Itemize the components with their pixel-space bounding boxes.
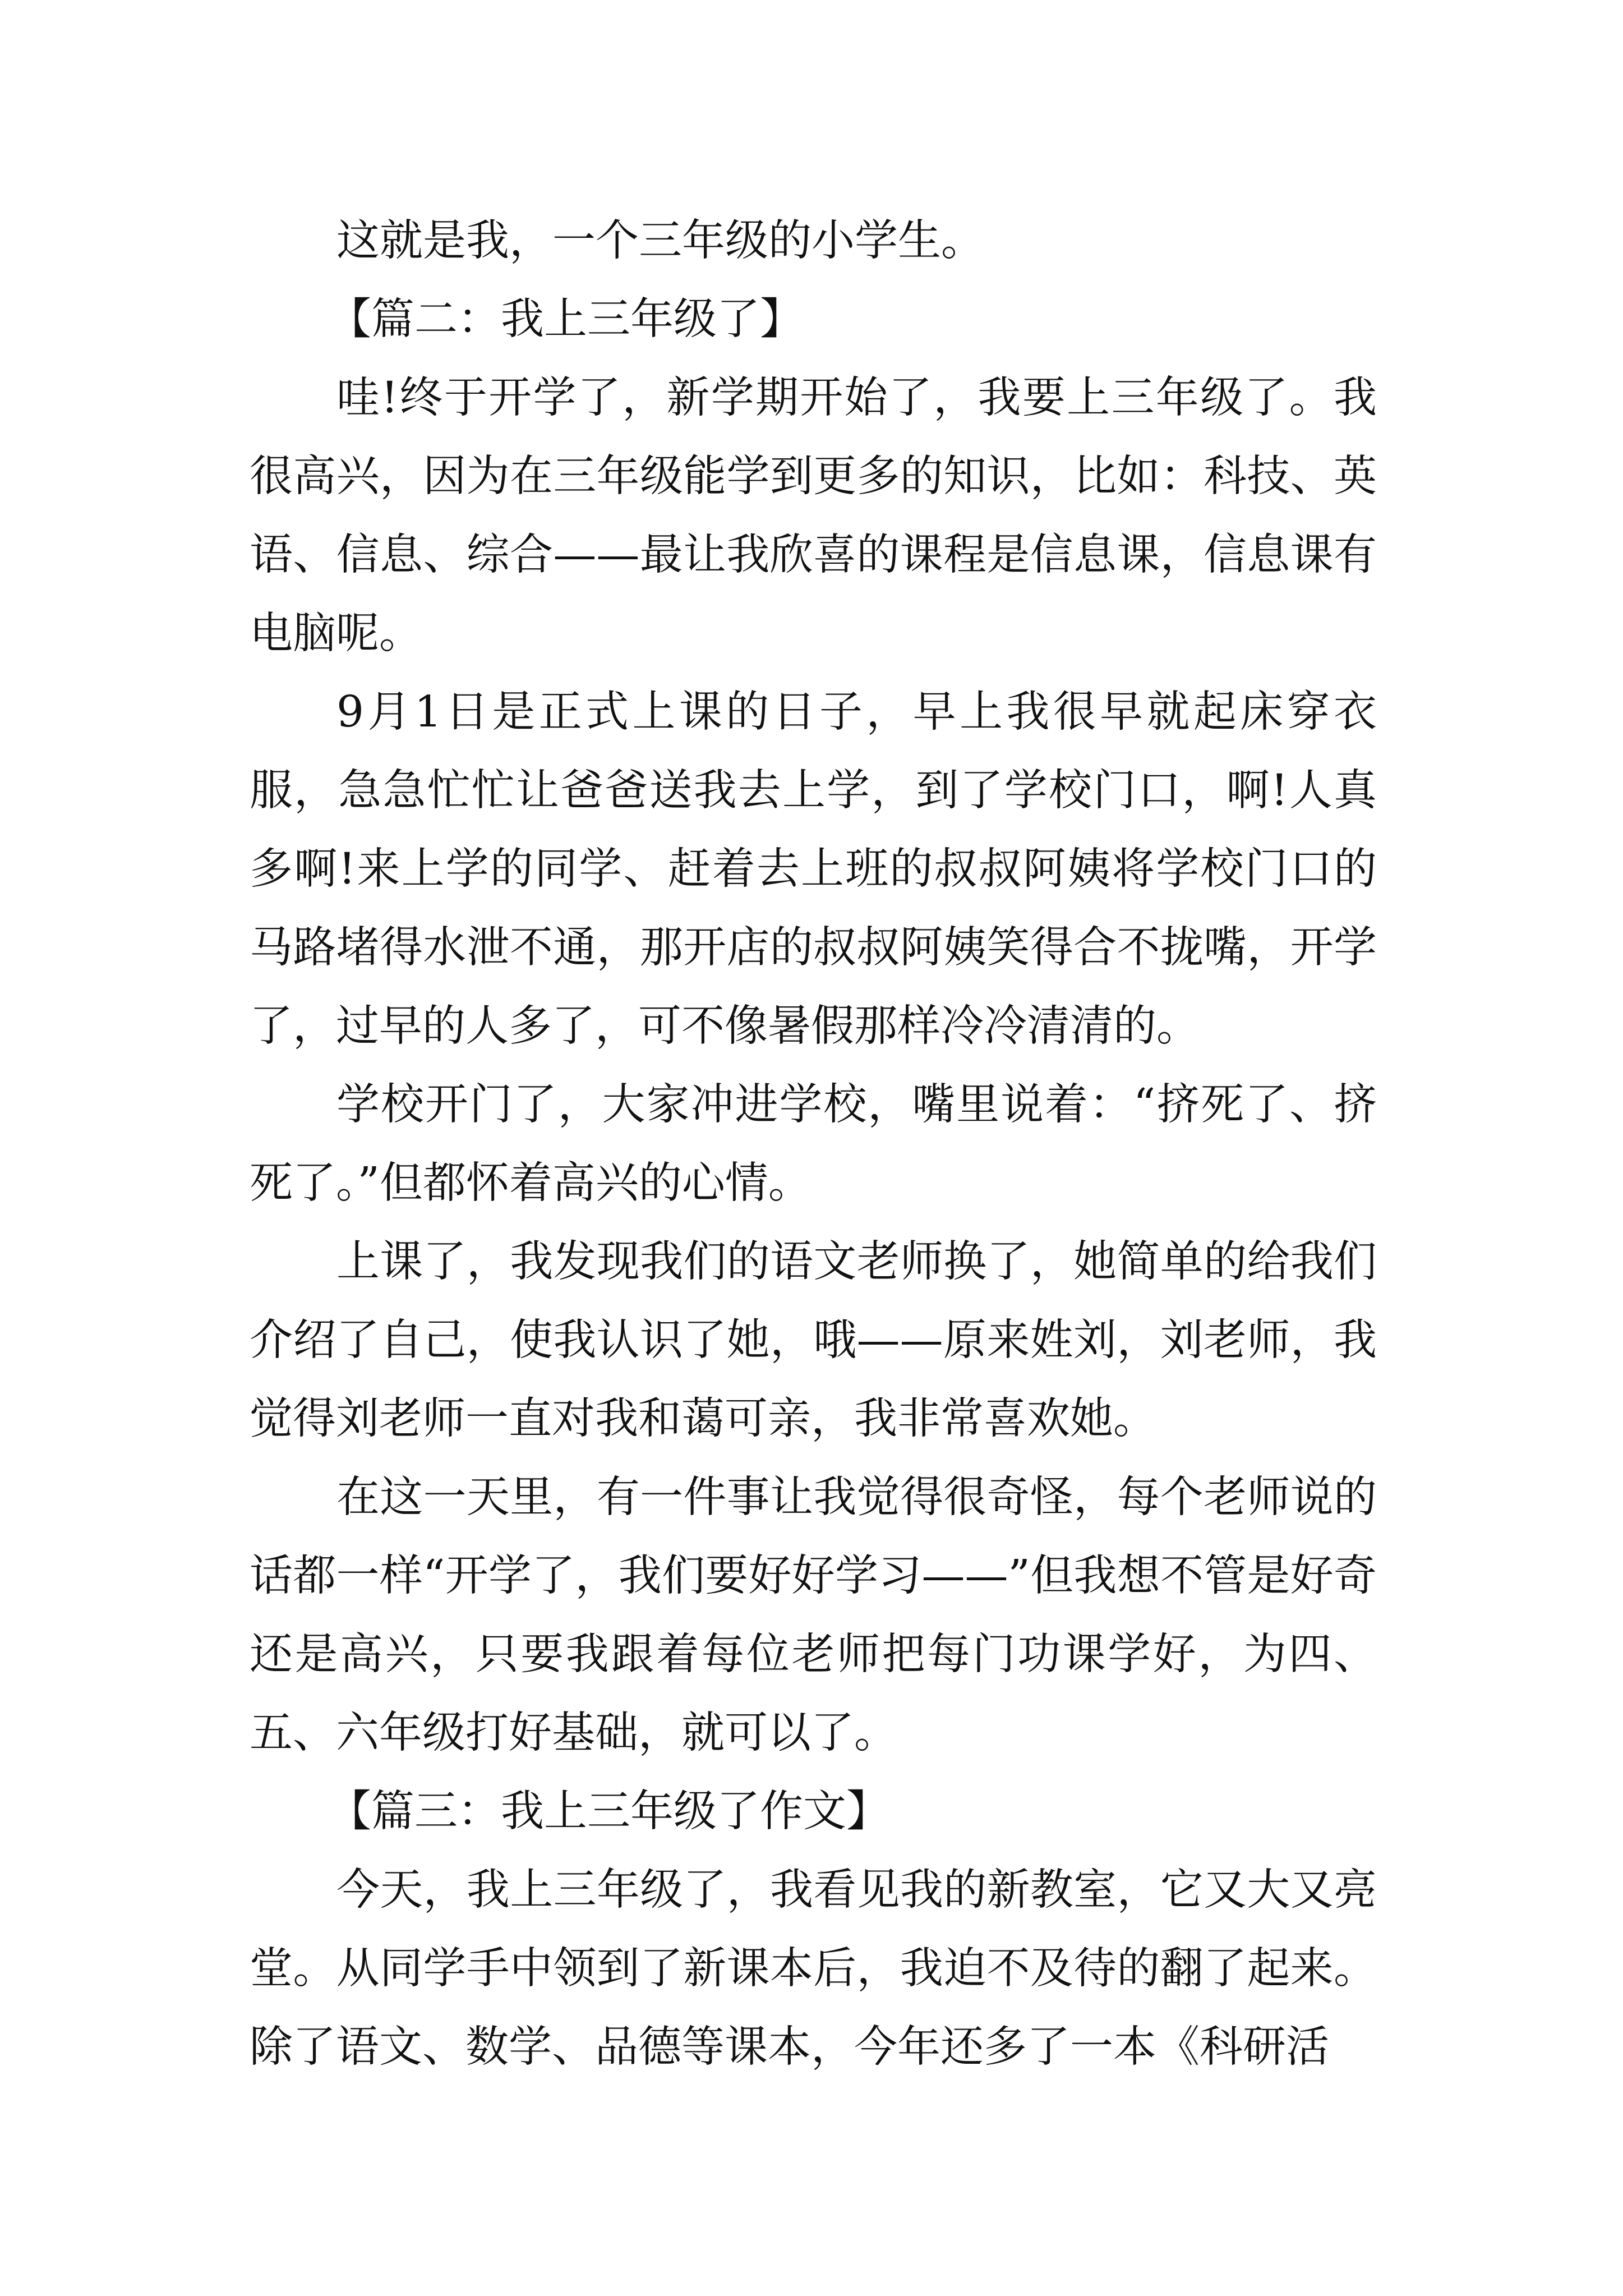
paragraph-6: 在这一天里，有一件事让我觉得很奇怪，每个老师说的话都一样“开学了，我们要好好学习——”但我想不管是好奇还是高兴，只要我跟着每位老师把每门功课学好，为四、五、六年级打好基础，就可以了。: [250, 1473, 1377, 1758]
paragraph-7: 今天，我上三年级了，我看见我的新教室，它又大又亮堂。从同学手中领到了新课本后，我迫不及待的翻了起来。除了语文、数学、品德等课本，今年还多了一本《科研活: [250, 1865, 1377, 2072]
paragraph-2: 哇!终于开学了，新学期开始了，我要上三年级了。我很高兴，因为在三年级能学到更多的知识，比如：科技、英语、信息、综合——最让我欣喜的课程是信息课，信息课有电脑呢。: [250, 373, 1377, 659]
paragraph-3: 9月1日是正式上课的日子，早上我很早就起床穿衣服，急急忙忙让爸爸送我去上学，到了学校门口，啊!人真多啊!来上学的同学、赶着去上班的叔叔阿姨将学校门口的马路堵得水泄不通，那开店的叔叔阿姨笑得合不拢嘴，开学了，过早的人多了，可不像暑假那样冷冷清清的。: [250, 687, 1377, 1051]
paragraph-4: 学校开门了，大家冲进学校，嘴里说着：“挤死了、挤死了。”但都怀着高兴的心情。: [250, 1080, 1377, 1208]
section-title-3: 【篇三：我上三年级了作文】: [328, 1787, 889, 1837]
document-page: [250, 202, 1377, 2087]
paragraph-1: 这就是我，一个三年级的小学生。: [336, 216, 984, 266]
paragraph-5: 上课了，我发现我们的语文老师换了，她简单的给我们介绍了自己，使我认识了她，哦——原来姓刘，刘老师，我觉得刘老师一直对我和蔼可亲，我非常喜欢她。: [250, 1237, 1377, 1444]
section-title-2: 【篇二：我上三年级了】: [328, 295, 803, 344]
